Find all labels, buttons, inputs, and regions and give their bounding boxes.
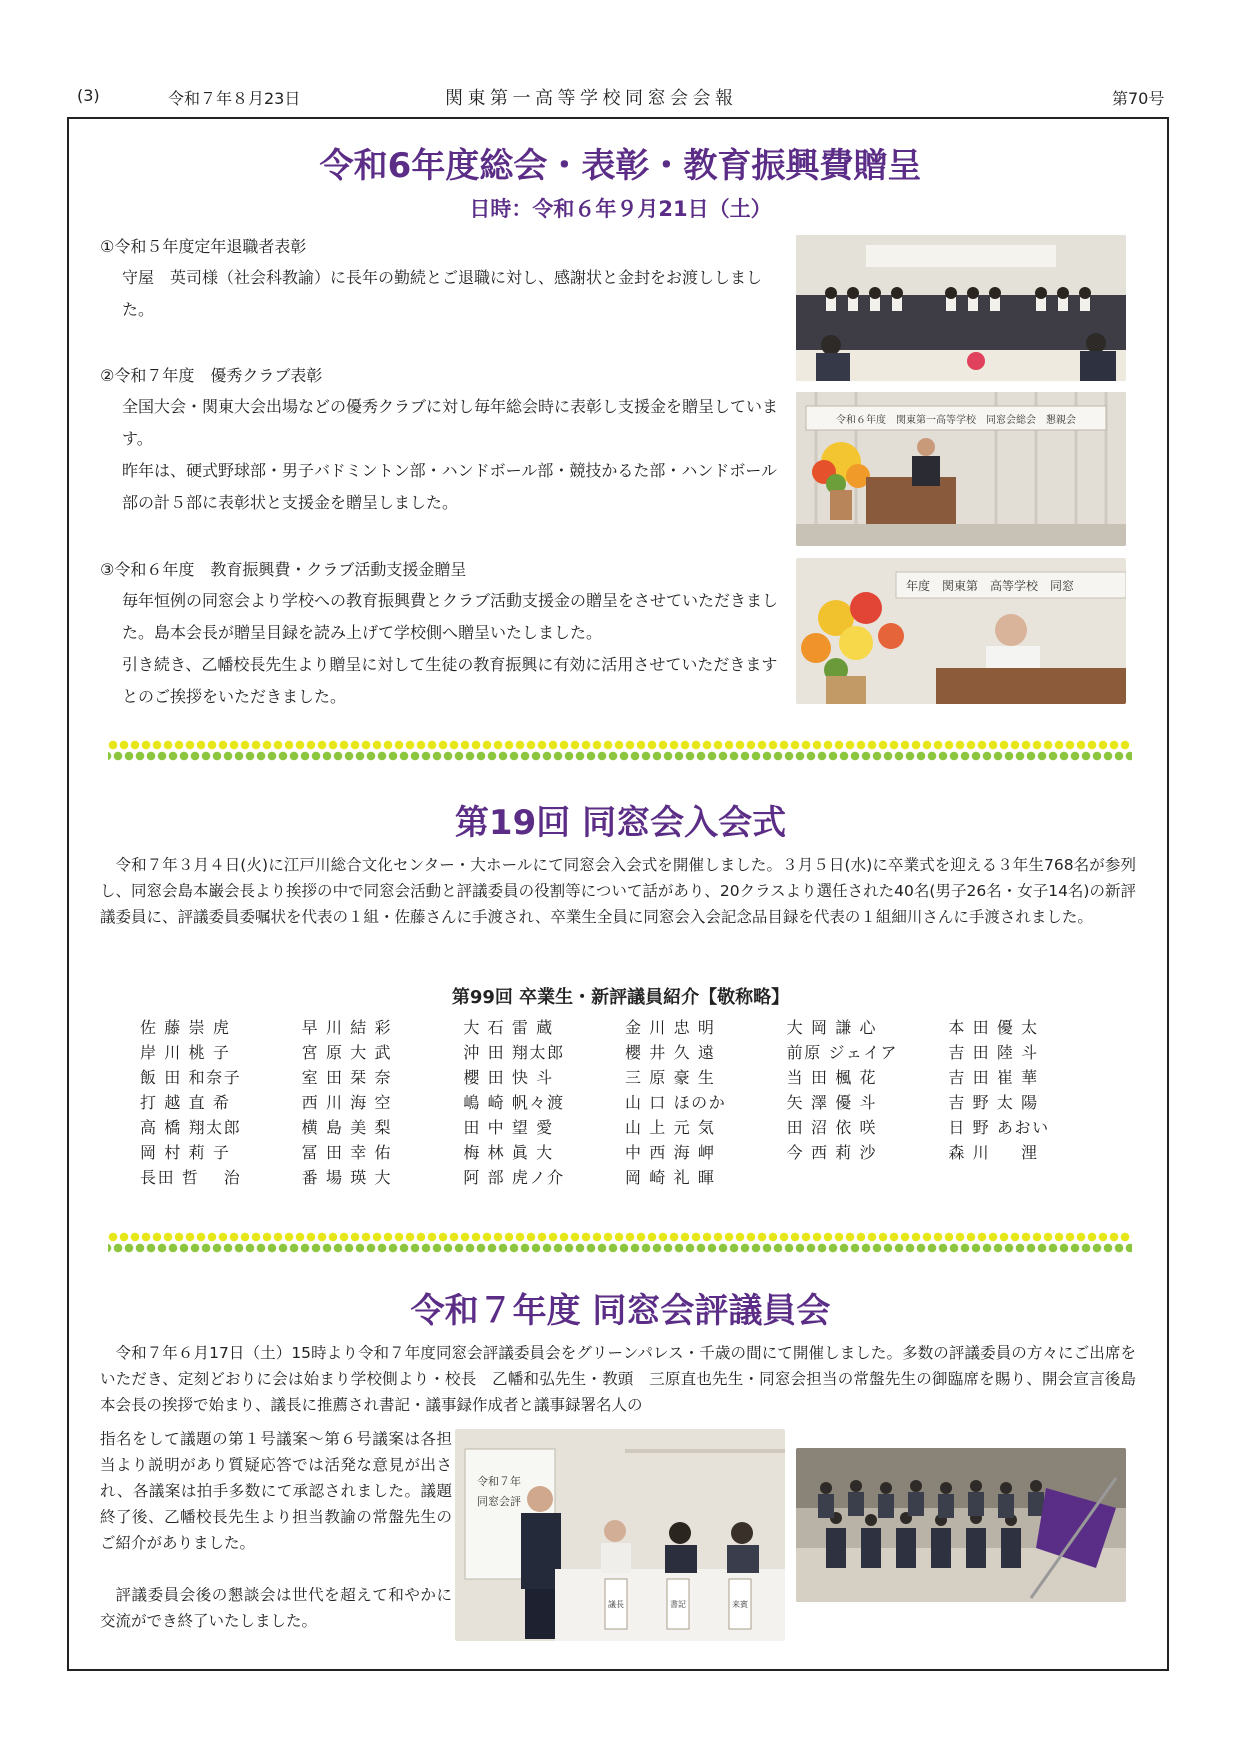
newsletter-title: 関東第一高等学校同窓会会報 xyxy=(445,88,738,109)
placard-chair: 議長 xyxy=(608,1600,624,1609)
item3-body2: 引き続き、乙幡校長先生より贈呈に対して生徒の教育振興に有効に活用させていただきますとのご挨拶をいただきました。 xyxy=(122,655,778,706)
item1-body: 守屋 英司様（社会科教諭）に長年の勤続とご退職に対し、感謝状と金封をお渡ししました。 xyxy=(122,268,763,319)
names-title: 第99回 卒業生・新評議員紹介【敬称略】 xyxy=(451,987,790,1008)
item2-body: 全国大会・関東大会出場などの優秀クラブに対し毎年総会時に表彰し支援金を贈呈しています。 xyxy=(122,397,779,448)
name-item: 櫻 井 久 遠 xyxy=(625,1043,716,1062)
name-item: 横 島 美 梨 xyxy=(301,1118,393,1137)
section1-date: 日時：令和６年９月21日（土） xyxy=(469,197,772,221)
name-item: 長田 哲 治 xyxy=(140,1168,242,1187)
name-item: 番 場 瑛 大 xyxy=(301,1168,393,1187)
name-item: 大 岡 謙 心 xyxy=(786,1018,878,1037)
name-item: 田 中 望 愛 xyxy=(463,1118,554,1137)
section3-body-left2: 評議委員会後の懇談会は世代を超えて和やかに交流ができ終了いたしました。 xyxy=(100,1586,452,1630)
name-item: 高 橋 翔太郎 xyxy=(140,1118,242,1137)
name-item: 宮 原 大 武 xyxy=(301,1043,393,1062)
name-item: 冨 田 幸 佑 xyxy=(301,1143,393,1162)
section3-body-left: 指名をして議題の第１号議案～第６号議案は各担当より説明があり質疑応答では活発な意見が出され、各議案は拍手多数にて承認されました。議題終了後、乙幡校長先生より担当教諭の常盤先生のご紹介がありました。 xyxy=(100,1430,452,1552)
name-item: 岡 崎 礼 暉 xyxy=(625,1168,716,1187)
name-item: 矢 澤 優 斗 xyxy=(786,1093,878,1112)
item2-body2: 昨年は、硬式野球部・男子バドミントン部・ハンドボール部・競技かるた部・ハンドボール部の計５部に表彰状と支援金を贈呈しました。 xyxy=(122,461,778,512)
names-grid xyxy=(140,1015,1110,1186)
item3-body: 毎年恒例の同窓会より学校への教育振興費とクラブ活動支援金の贈呈をさせていただきました。島本会長が贈呈目録を読み上げて学校側へ贈呈いたしました。 xyxy=(122,591,779,642)
name-item: 吉 野 太 陽 xyxy=(948,1093,1039,1112)
divider-dots-1 xyxy=(108,740,1132,762)
item3-heading: ③令和６年度 教育振興費・クラブ活動支援金贈呈 xyxy=(100,560,467,579)
section2-body: 令和７年３月４日(火)に江戸川総合文化センター・大ホールにて同窓会入会式を開催しました。３月５日(水)に卒業式を迎える３年生768名が参列し、同窓会島本巌会長より挨拶の中で同窓会活動と評議委員の役割等について話があり、20クラスより選任された40名(男子26名・女子14名)の新評議委員に、評議委員委嘱状を代表の１組・佐藤さんに手渡され、卒業生全員に同窓会入会記念品目録を代表の１組細川さんに手渡されました。 xyxy=(100,856,1136,926)
name-item: 佐 藤 崇 虎 xyxy=(140,1018,231,1037)
name-item xyxy=(787,1165,949,1186)
name-item: 本 田 優 太 xyxy=(948,1018,1039,1037)
name-item: 日 野 あおい xyxy=(948,1118,1050,1137)
divider-dots-2 xyxy=(108,1232,1132,1254)
name-item: 山 口 ほのか xyxy=(625,1093,727,1112)
section3-title: 令和７年度 同窓会評議員会 xyxy=(410,1291,831,1331)
page-number: (3) xyxy=(77,86,100,105)
name-item: 中 西 海 岬 xyxy=(625,1143,716,1162)
photo-group-flag xyxy=(796,1448,1126,1602)
name-item: 大 石 雷 蔵 xyxy=(463,1018,554,1037)
name-item: 吉 田 崔 華 xyxy=(948,1068,1039,1087)
photo-speech xyxy=(796,392,1126,546)
photo-award-ceremony xyxy=(796,235,1126,381)
name-item: 岸 川 桃 子 xyxy=(140,1043,231,1062)
name-item: 金 川 忠 明 xyxy=(625,1018,716,1037)
issue-number: 第70号 xyxy=(1112,89,1165,108)
name-item: 室 田 栞 奈 xyxy=(301,1068,393,1087)
photo-council-meeting xyxy=(455,1429,785,1641)
section3-body-top: 令和７年６月17日（土）15時より令和７年度同窓会評議委員会をグリーンパレス・千歳の間にて開催しました。多数の評議委員の方々にご出席をいただき、定刻どおりに会は始まり学校側より・校長 乙幡和弘先生・教頭 三原直也先生・同窓会担当の常盤先生の御臨席を賜り、開会宣言後島本会長の挨拶で始まり、議長に推薦され書記・議事録作成者と議事録署名人の xyxy=(100,1344,1136,1414)
name-item: 梅 林 眞 大 xyxy=(463,1143,554,1162)
name-item: 早 川 結 彩 xyxy=(301,1018,393,1037)
name-item: 沖 田 翔太郎 xyxy=(463,1043,565,1062)
name-item: 当 田 楓 花 xyxy=(786,1068,878,1087)
name-item: 今 西 莉 沙 xyxy=(786,1143,878,1162)
name-item: 森 川 浬 xyxy=(948,1143,1039,1162)
photo-sign-line1: 令和７年 xyxy=(477,1475,521,1488)
item1-heading: ①令和５年度定年退職者表彰 xyxy=(100,237,307,256)
section2-title: 第19回 同窓会入会式 xyxy=(454,803,787,843)
name-item: 岡 村 莉 子 xyxy=(140,1143,231,1162)
issue-date: 令和７年８月23日 xyxy=(168,89,301,108)
photo-donation-speech xyxy=(796,558,1126,704)
name-item: 西 川 海 空 xyxy=(301,1093,393,1112)
section1-title: 令和6年度総会・表彰・教育振興費贈呈 xyxy=(319,146,922,186)
photo3-banner-text: 年度 関東第 高等学校 同窓 xyxy=(906,579,1075,593)
name-item: 前原 ジェイア xyxy=(786,1043,899,1062)
name-item xyxy=(948,1165,1110,1186)
name-item: 三 原 豪 生 xyxy=(625,1068,716,1087)
name-item: 櫻 田 快 斗 xyxy=(463,1068,554,1087)
item2-heading: ②令和７年度 優秀クラブ表彰 xyxy=(100,366,323,385)
name-item: 吉 田 陸 斗 xyxy=(948,1043,1039,1062)
placard-clerk: 書記 xyxy=(670,1600,686,1609)
name-item: 打 越 直 希 xyxy=(140,1093,231,1112)
name-item: 嶋 崎 帆々渡 xyxy=(463,1093,565,1112)
name-item: 山 上 元 気 xyxy=(625,1118,716,1137)
placard-guest: 来賓 xyxy=(732,1600,748,1609)
photo2-banner-text: 令和６年度 関東第一高等学校 同窓会総会 懇親会 xyxy=(836,415,1076,426)
name-item: 飯 田 和奈子 xyxy=(140,1068,242,1087)
name-item: 阿 部 虎ノ介 xyxy=(463,1168,565,1187)
photo-sign-line2: 同窓会評 xyxy=(477,1495,521,1508)
name-item: 田 沼 依 咲 xyxy=(786,1118,878,1137)
